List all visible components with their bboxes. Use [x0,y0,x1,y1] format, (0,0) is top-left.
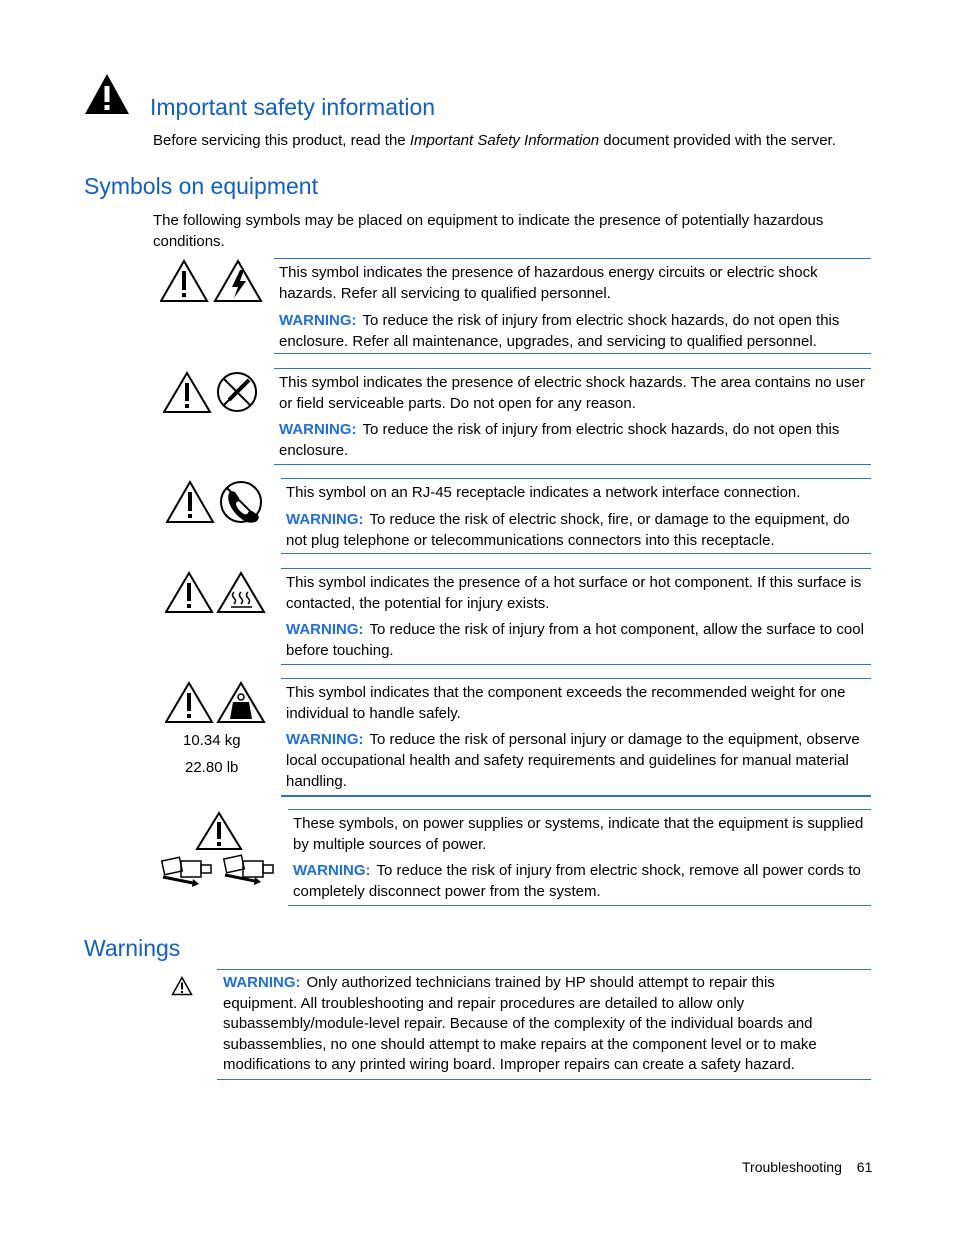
row-divider [281,678,871,679]
symbols-intro: The following symbols may be placed on equipment to indicate the presence of potentially hazardous conditions. [153,212,824,250]
symbol-warning: WARNING: To reduce the risk of injury from electric shock hazards, do not open this enclosure. Refer all maintenance, upgrades, and servicing to qualified personnel. [279,312,840,350]
symbol-row-rj45 [286,482,869,551]
symbol-row-multiple-power [293,813,869,902]
warning-label: WARNING: [293,862,371,879]
symbol-warning: WARNING: To reduce the risk of electric shock, fire, or damage to the equipment, do not plug telephone or telecommunications connectors into this receptacle. [286,511,850,549]
warnings-paragraph: WARNING: Only authorized technicians trained by HP should attempt to repair this equipment. All troubleshooting and repair procedures are detailed to allow only subassembly/module-level repair. Because of the complexity of the individual boards and subassemblies, no one should attempt to make repairs at the component level or to make modifications to any printed wiring board. Improper repairs can create a safety hazard. [223,974,817,1073]
warning-label: WARNING: [286,731,364,748]
page-footer [742,1159,872,1175]
caution-icon [83,72,131,116]
heading-important-safety: Important safety information [150,94,436,120]
row-divider [281,553,871,554]
symbol-warning: WARNING: To reduce the risk of injury from a hot component, allow the surface to cool before touching. [286,621,864,659]
weight-lb: 22.80 lb [185,759,239,776]
multiple-power-sources-symbol-icon [157,811,281,889]
electric-shock-symbol-icon [160,258,264,304]
symbol-description: This symbol indicates the presence of hazardous energy circuits or electric shock hazards. Refer all servicing to qualified personnel. [279,264,818,302]
symbol-row-heavy-weight [286,682,869,792]
heavy-weight-symbol-icon [165,680,267,725]
warning-label: WARNING: [223,974,301,991]
warning-label: WARNING: [279,312,357,329]
warning-label: WARNING: [286,511,364,528]
warning-label: WARNING: [286,621,364,638]
row-divider [281,795,871,797]
footer-section: Troubleshooting [742,1159,842,1175]
hot-surface-symbol-icon [165,570,267,615]
network-interface-symbol-icon [166,479,266,525]
symbol-description: This symbol indicates the presence of electric shock hazards. The area contains no user or field serviceable parts. Do not open for any reason. [279,374,865,412]
symbol-warning: WARNING: To reduce the risk of personal injury or damage to the equipment, observe local occupational health and safety requirements and guidelines for manual material handling. [286,731,860,790]
symbol-warning: WARNING: To reduce the risk of injury from electric shock hazards, do not open this enclosure. [279,421,840,459]
symbol-description: This symbol indicates that the component exceeds the recommended weight for one individual to handle safely. [286,684,846,722]
row-divider [274,464,871,465]
symbol-row-hazardous-energy [279,262,869,352]
row-divider [281,568,871,569]
row-divider [281,478,871,479]
row-divider [281,664,871,665]
heading-symbols-on-equipment: Symbols on equipment [84,173,318,199]
row-divider [274,368,871,369]
warning-triangle-icon [171,976,193,996]
symbol-description: This symbol indicates the presence of a hot surface or hot component. If this surface is contacted, the potential for injury exists. [286,574,862,612]
no-serviceable-parts-symbol-icon [163,370,263,415]
heading-warnings: Warnings [84,935,181,961]
symbol-row-no-user-parts [279,372,869,461]
row-divider [288,905,871,906]
warning-divider [217,1079,871,1080]
footer-page-number: 61 [856,1159,873,1175]
symbol-description: These symbols, on power supplies or systems, indicate that the equipment is supplied by multiple sources of power. [293,815,864,853]
safety-paragraph: Before servicing this product, read the Important Safety Information document provided with the server. [153,132,836,149]
row-divider [274,258,871,259]
row-divider [274,353,871,354]
warning-divider [217,969,871,970]
row-divider [288,809,871,810]
warning-label: WARNING: [279,421,357,438]
weight-kg: 10.34 kg [183,732,241,749]
symbol-description: This symbol on an RJ-45 receptacle indicates a network interface connection. [286,484,801,501]
symbol-warning: WARNING: To reduce the risk of injury from electric shock, remove all power cords to completely disconnect power from the system. [293,862,861,900]
symbol-row-hot-surface [286,572,869,661]
